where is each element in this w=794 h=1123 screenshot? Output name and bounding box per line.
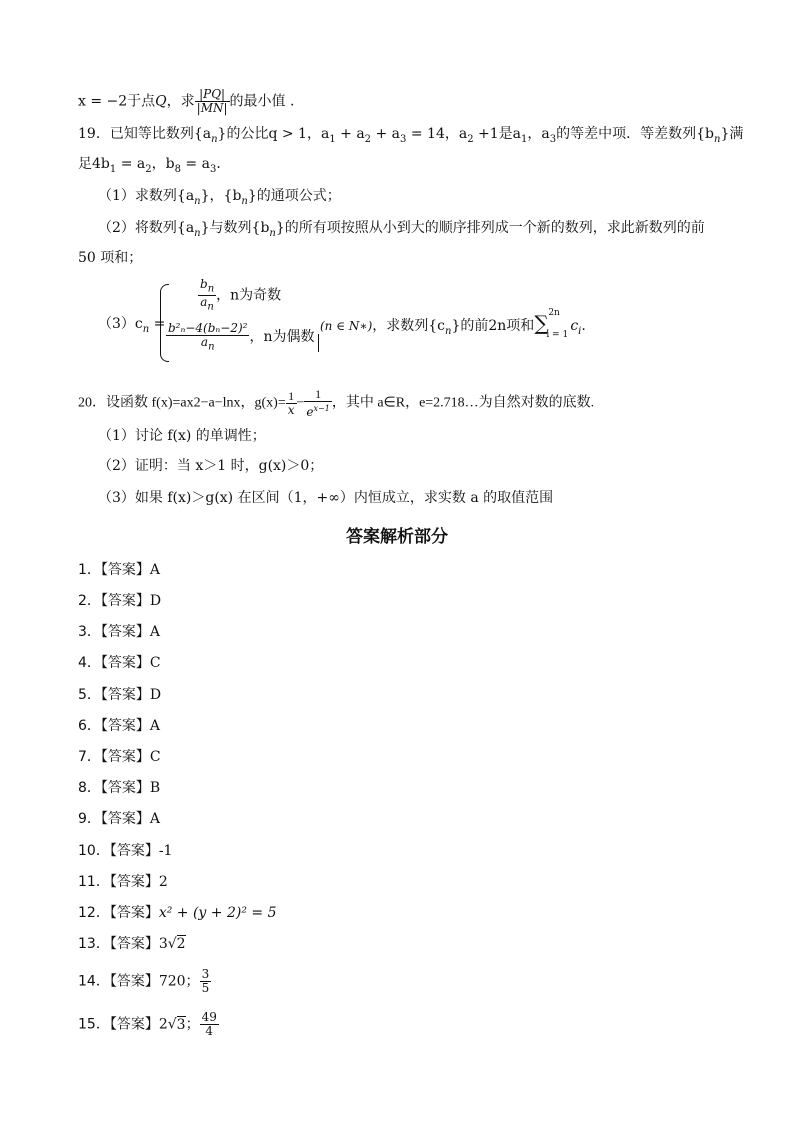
case2-fraction [166, 322, 249, 353]
fraction-numerator: b²ₙ−4(bₙ−2)² [168, 321, 248, 335]
radicand: 2 [176, 936, 186, 952]
answer-number: 1． [78, 562, 101, 578]
a-symbol: a [200, 335, 209, 349]
q19-part2-cont [78, 248, 142, 268]
answer-tag: 【答案】 [109, 1016, 159, 1033]
subscript: n [207, 301, 214, 313]
case2 [166, 322, 314, 353]
answer-value: 3 [158, 936, 168, 952]
answer-tag: 【答案】 [109, 973, 159, 990]
fraction-denominator: x [287, 403, 295, 417]
answer-tag: 【答案】 [100, 624, 150, 640]
sqrt: √3 [167, 1016, 186, 1033]
sum-upper: 2n [548, 308, 560, 318]
summation [534, 308, 570, 340]
fraction-numerator: 1 [286, 390, 297, 404]
case1-fraction [198, 278, 216, 314]
answer-item [78, 778, 160, 798]
case2-condition: ，n为偶数 [249, 329, 315, 346]
q20-fraction-1 [286, 390, 297, 417]
subscript: 1 [329, 133, 336, 145]
q19-text: + a [335, 126, 365, 142]
domain: (n ∈ N∗) [320, 319, 373, 333]
subscript: 1 [109, 163, 117, 175]
q18-tail [78, 88, 294, 115]
question-number: 19． [78, 126, 110, 142]
answer-item [78, 685, 161, 705]
q20-text: （1）讨论 f(x) 的单调性； [98, 428, 266, 444]
q19-line1 [78, 124, 743, 150]
answer-tag: 【答案】 [109, 905, 159, 921]
q19-text: }的所有项按照从小到大的顺序排列成一个新的数列，求此新数列的前 [275, 220, 705, 236]
e-symbol: e [306, 405, 314, 419]
answer-tag: 【答案】 [100, 811, 150, 827]
case1 [198, 278, 281, 314]
answer-item [78, 747, 161, 767]
answer-item [78, 716, 160, 736]
answer-tag: 【答案】 [100, 780, 150, 796]
answer-number: 9． [78, 811, 101, 827]
answer-tag: 【答案】 [100, 562, 150, 578]
fraction-numerator: |PQ| [195, 88, 230, 102]
answer-value: A [149, 718, 161, 734]
subscript: n [211, 133, 218, 145]
q20-text: （2）证明：当 x＞1 时，g(x)＞0； [98, 458, 324, 474]
q19-text: +1是a [473, 126, 522, 142]
subscript: n [445, 325, 452, 337]
answer-number: 15． [78, 1016, 110, 1033]
q19-text: ，b [151, 156, 175, 172]
answer-value: D [149, 687, 162, 703]
fraction-numerator: 1 [304, 388, 331, 402]
a-symbol: a [200, 295, 208, 310]
fraction-denominator: 5 [201, 981, 210, 995]
separator: ； [185, 1016, 200, 1033]
answer-item-12 [78, 903, 277, 923]
q19-text: ，a [527, 126, 550, 142]
q19-part3-label [98, 314, 165, 340]
answer-item [78, 841, 172, 861]
answer-value: A [149, 562, 161, 578]
subscript: n [208, 341, 215, 353]
q19-part3-tail [320, 308, 586, 342]
answer-value: C [149, 749, 161, 765]
q19-text: 足4b [78, 156, 110, 172]
answer-item [78, 622, 160, 642]
case1-condition: ，n为奇数 [216, 287, 282, 304]
q19-text: + a [371, 126, 401, 142]
answer-value: 720； [158, 973, 200, 990]
answer-item [78, 809, 160, 829]
subscript: n [714, 133, 721, 145]
answer-number: 8． [78, 780, 101, 796]
q19-text: . [581, 318, 586, 334]
radicand: 3 [176, 1016, 186, 1033]
subscript: 3 [209, 163, 217, 175]
q19-text: }的公比q > 1，a [217, 126, 330, 142]
subscript: 2 [467, 133, 474, 145]
q19-text: }的前2n项和 [451, 318, 535, 334]
answer-number: 7． [78, 749, 101, 765]
subscript: 3 [400, 133, 407, 145]
subscript: n [142, 323, 150, 335]
answer-tag: 【答案】 [100, 749, 150, 765]
q19-text: = [149, 316, 166, 332]
answer-tag: 【答案】 [109, 936, 159, 952]
answer-number: 5． [78, 687, 101, 703]
q19-text: }与数列{b [200, 220, 270, 236]
fraction-denominator: |MN| [196, 101, 228, 115]
fraction-numerator: 3 [201, 967, 210, 981]
answer-number: 11． [78, 874, 110, 890]
q18-text-mid: ，求 [166, 93, 195, 110]
fraction-numerator: 49 [201, 1010, 217, 1024]
answer-value: 2 [158, 874, 168, 890]
answer-number: 6． [78, 718, 101, 734]
q19-text: ，求数列{c [372, 318, 446, 334]
q20-text: （3）如果 f(x)＞g(x) 在区间（1，+∞）内恒成立，求实数 a 的取值范围 [98, 490, 554, 506]
subscript: 3 [549, 133, 557, 145]
q19-text: = a [180, 156, 210, 172]
answer-number: 14． [78, 973, 110, 990]
q19-text: }满 [720, 126, 744, 142]
sum-symbol: ∑ [534, 311, 549, 335]
fraction-numerator [198, 278, 216, 296]
sum-body: c [570, 318, 579, 334]
superscript: x−1 [313, 404, 330, 413]
answer-item-15 [78, 1011, 219, 1038]
answer-fraction [200, 1011, 219, 1038]
subscript: n [207, 283, 215, 295]
answer-item [78, 872, 168, 892]
q18-text-post: 的最小值 . [229, 93, 295, 110]
answer-value: A [149, 624, 161, 640]
fraction-denominator [166, 336, 249, 353]
q19-text: 的等差中项．等差数列{b [556, 126, 714, 142]
q20-text: 设函数 f(x)=ax2−a−lnx，g(x)= [106, 395, 286, 411]
sum-lower: i = 1 [546, 330, 569, 340]
answer-tag: 【答案】 [100, 655, 150, 671]
q19-text: = a [116, 156, 146, 172]
answer-fraction [200, 968, 212, 995]
subscript: 1 [521, 133, 528, 145]
subscript: n [269, 227, 276, 239]
answer-number: 12． [78, 905, 110, 921]
answer-tag: 【答案】 [100, 593, 150, 609]
answer-number: 2． [78, 593, 101, 609]
q20-text: ，其中 a∈R，e=2.718…为自然对数的底数. [331, 395, 595, 411]
q19-part1 [98, 186, 341, 212]
answer-tag: 【答案】 [100, 687, 150, 703]
subscript: n [241, 195, 248, 207]
q19-text: }的通项公式； [247, 188, 341, 204]
minus-sign: − [296, 395, 305, 411]
answer-item [78, 560, 160, 580]
answer-value: x² + (y + 2)² = 5 [158, 905, 277, 921]
answer-tag: 【答案】 [109, 843, 159, 859]
fraction-denominator [304, 402, 331, 419]
answer-number: 10． [78, 843, 110, 859]
q19-text: ． [216, 156, 231, 172]
subscript: 2 [364, 133, 372, 145]
q20-part3 [98, 488, 553, 508]
subscript: n [194, 195, 201, 207]
q20-line1 [78, 388, 594, 419]
question-number: 20． [78, 395, 106, 411]
subscript: 8 [174, 163, 181, 175]
q19-part2 [98, 218, 705, 244]
q19-line2 [78, 154, 230, 180]
answer-value: D [149, 593, 162, 609]
right-bar [318, 334, 319, 352]
subscript: n [194, 227, 201, 239]
q19-text: （3）c [98, 316, 143, 332]
q20-part1 [98, 426, 266, 446]
b-symbol: b [200, 277, 208, 291]
fraction-denominator [198, 296, 216, 313]
q19-text: = 14，a [406, 126, 468, 142]
q19-text: （2）将数列{a [98, 220, 195, 236]
answer-number: 13． [78, 936, 110, 952]
answer-tag: 【答案】 [109, 874, 159, 890]
answer-value: -1 [158, 843, 173, 859]
answer-value: 2 [158, 1016, 168, 1033]
answer-value: B [149, 780, 161, 796]
answer-value: C [149, 655, 161, 671]
q19-text: 已知等比数列{a [109, 126, 212, 142]
answer-item [78, 591, 161, 611]
answer-item [78, 653, 161, 673]
answer-section-title: 答案解析部分 [346, 527, 448, 547]
answer-number: 3． [78, 624, 101, 640]
subscript: i [578, 325, 582, 337]
q19-text: （1）求数列{a [98, 188, 195, 204]
answer-item-13 [78, 934, 186, 954]
answer-value: A [149, 811, 161, 827]
q19-text: 50 项和； [78, 250, 143, 266]
subscript: 2 [145, 163, 152, 175]
sqrt: √2 [167, 936, 186, 952]
q18-point: Q [155, 93, 167, 110]
answer-number: 4． [78, 655, 101, 671]
answer-tag: 【答案】 [100, 718, 150, 734]
q20-part2 [98, 456, 323, 476]
fraction-denominator: 4 [205, 1024, 214, 1038]
q20-fraction-2 [304, 388, 331, 419]
q19-text: }，{b [200, 188, 242, 204]
q18-fraction [195, 88, 230, 115]
answer-item-14 [78, 968, 211, 995]
q18-text: x = −2于点 [78, 93, 156, 110]
